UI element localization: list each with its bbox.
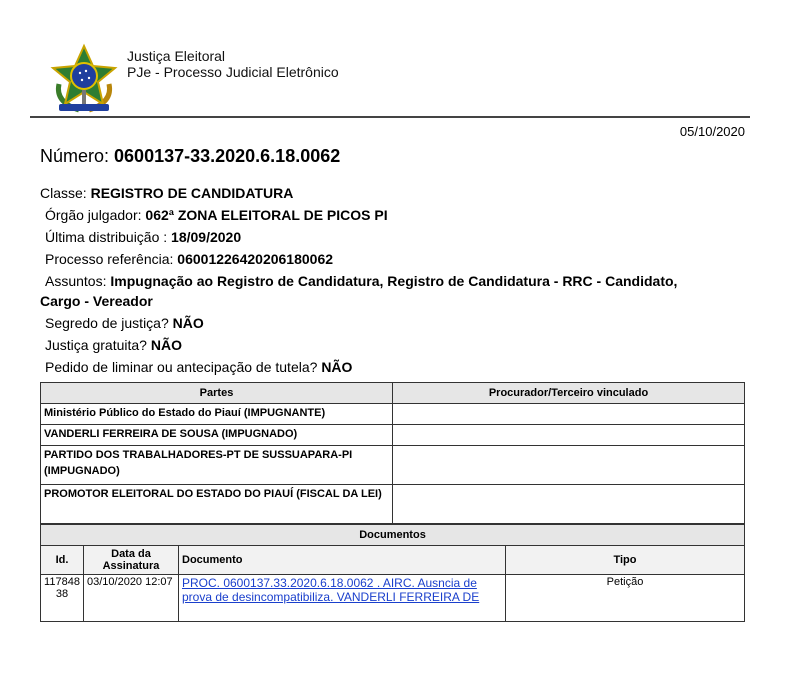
procurador-cell: [393, 404, 745, 425]
assuntos-value-2: Cargo - Vereador: [40, 293, 153, 309]
partes-header: Partes: [41, 383, 393, 404]
process-number-value: 0600137-33.2020.6.18.0062: [114, 146, 341, 166]
brasao-emblem: [49, 42, 119, 114]
documentos-table: [40, 524, 745, 622]
classe-label: Classe:: [40, 185, 91, 201]
table-row: [41, 446, 745, 485]
org-line-1: Justiça Eleitoral: [127, 48, 226, 64]
procurador-cell: [393, 485, 745, 524]
table-row: [41, 425, 745, 446]
assuntos-line-2: [40, 292, 153, 310]
header-divider: [30, 116, 750, 118]
process-number: [40, 146, 340, 167]
segredo-line: [45, 314, 204, 332]
assuntos-label: Assuntos:: [45, 273, 111, 289]
procurador-header: Procurador/Terceiro vinculado: [393, 383, 745, 404]
procurador-cell: [393, 446, 745, 485]
orgao-value: 062ª ZONA ELEITORAL DE PICOS PI: [145, 207, 388, 223]
processo-referencia-line: [45, 250, 333, 268]
procurador-cell: [393, 425, 745, 446]
assuntos-value-1: Impugnação ao Registro de Candidatura, Registro de Candidatura - RRC - Candidato,: [110, 273, 678, 289]
doc-type-cell: Petição: [506, 575, 745, 622]
tipo-header: Tipo: [506, 546, 745, 575]
doc-name-cell: [179, 575, 506, 622]
segredo-label: Segredo de justiça?: [45, 315, 173, 331]
pedido-liminar-line: [45, 358, 352, 376]
ultima-distribuicao-line: [45, 228, 241, 246]
doc-id-cell: 11784838: [41, 575, 84, 622]
id-header: Id.: [41, 546, 84, 575]
classe-line: [40, 184, 293, 202]
documentos-title: Documentos: [41, 525, 745, 546]
parte-cell: VANDERLI FERREIRA DE SOUSA (IMPUGNADO): [41, 425, 393, 446]
orgao-label: Órgão julgador:: [45, 207, 146, 223]
ultima-value: 18/09/2020: [171, 229, 242, 245]
table-row: [41, 485, 745, 524]
document-link[interactable]: PROC. 0600137.33.2020.6.18.0062 . AIRC. Ausncia de prova de desincompatibiliza. VANDERLI FERREIRA DE: [182, 576, 480, 604]
partes-table: [40, 382, 745, 524]
classe-value: REGISTRO DE CANDIDATURA: [90, 185, 294, 201]
doc-date-cell: 03/10/2020 12:07: [84, 575, 179, 622]
organization-name: [127, 48, 339, 80]
justica-gratuita-line: [45, 336, 182, 354]
ultima-label: Última distribuição :: [45, 229, 172, 245]
segredo-value: NÃO: [172, 315, 204, 331]
justica-value: NÃO: [150, 337, 182, 353]
justica-label: Justiça gratuita?: [45, 337, 151, 353]
pedido-label: Pedido de liminar ou antecipação de tutela?: [45, 359, 322, 375]
parte-cell: Ministério Público do Estado do Piauí (IMPUGNANTE): [41, 404, 393, 425]
data-assinatura-header: Data da Assinatura: [84, 546, 179, 575]
table-row: [41, 575, 745, 622]
documento-header: Documento: [179, 546, 506, 575]
pedido-value: NÃO: [321, 359, 353, 375]
parte-cell: PROMOTOR ELEITORAL DO ESTADO DO PIAUÍ (FISCAL DA LEI): [41, 485, 393, 524]
table-row: [41, 404, 745, 425]
process-number-label: Número:: [40, 146, 115, 166]
parte-cell: PARTIDO DOS TRABALHADORES-PT DE SUSSUAPARA-PI (IMPUGNADO): [41, 446, 393, 485]
document-date: 05/10/2020: [679, 124, 745, 139]
proc-ref-value: 06001226420206180062: [177, 251, 334, 267]
org-line-2: PJe - Processo Judicial Eletrônico: [127, 64, 339, 80]
orgao-line: [45, 206, 388, 224]
proc-ref-label: Processo referência:: [45, 251, 178, 267]
assuntos-line: [45, 272, 677, 290]
